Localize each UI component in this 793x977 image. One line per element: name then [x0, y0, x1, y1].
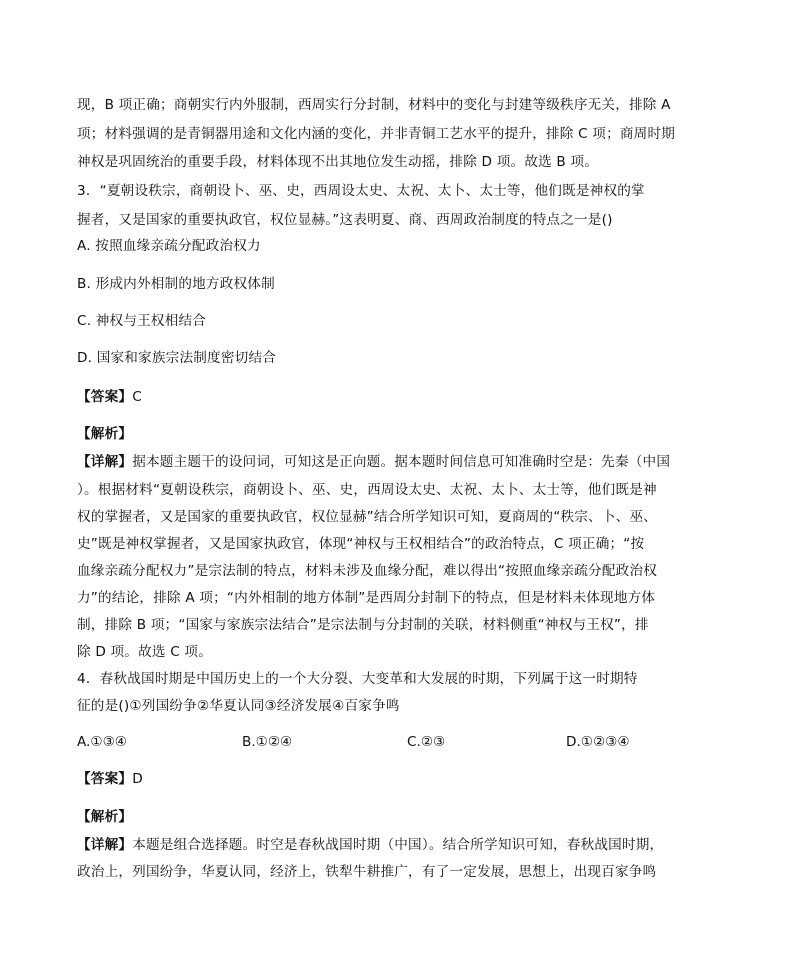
q3-detail-line-8: 除 D 项。故选 C 项。 [77, 644, 212, 660]
q4-stem-line-1: 4．春秋战国时期是中国历史上的一个大分裂、大变革和大发展的时期，下列属于这一时期特 [77, 671, 638, 687]
detail-label: 【详解】 [77, 837, 133, 853]
answer-label: 【答案】 [77, 771, 133, 787]
q3-detail-line-7: 制，排除 B 项；“国家与家族宗法结合”是宗法制与分封制的关联，材料侧重“神权与王权”，排 [77, 617, 649, 633]
q4-option-a: A.①③④ [77, 734, 127, 750]
q3-detail-line-4: 史”既是神权掌握者，又是国家执政官，体现“神权与王权相结合”的政治特点，C 项正确；“按 [77, 536, 645, 552]
q4-detail-line-1 [77, 836, 663, 854]
q3-detail-line-5: 血缘亲疏分配权力”是宗法制的特点，材料未涉及血缘分配，难以得出“按照血缘亲疏分配政治权 [77, 563, 658, 579]
answer-label: 【答案】 [77, 389, 133, 405]
q4-answer [77, 770, 143, 788]
q3-option-a: A. 按照血缘亲疏分配政治权力 [77, 238, 261, 254]
q3-stem-line-2: 握者，又是国家的重要执政官，权位显赫。”这表明夏、商、西周政治制度的特点之一是() [77, 212, 613, 228]
q4-stem-line-2: 征的是()①列国纷争②华夏认同③经济发展④百家争鸣 [77, 698, 400, 714]
q4-option-d: D.①②③④ [566, 734, 630, 750]
prev-analysis-line-1: 现，B 项正确；商朝实行内外服制，西周实行分封制，材料中的变化与封建等级秩序无关，排除 A [77, 97, 671, 113]
detail-text: 本题是组合选择题。时空是春秋战国时期（中国）。结合所学知识可知，春秋战国时期， [132, 837, 664, 853]
detail-label: 【详解】 [77, 454, 133, 470]
q3-detail-line-2: ）。根据材料“夏朝设秩宗，商朝设卜、巫、史，西周设太史、太祝、太卜、太士等，他们既是神 [77, 482, 657, 498]
q3-option-c: C. 神权与王权相结合 [77, 313, 207, 329]
detail-text: 据本题主题干的设问词，可知这是正向题。据本题时间信息可知准确时空是：先秦（中国 [132, 454, 671, 470]
q4-option-b: B.①②④ [242, 734, 293, 750]
q3-stem-line-1: 3．“夏朝设秩宗，商朝设卜、巫、史，西周设太史、太祝、太卜、太士等，他们既是神权的掌 [77, 183, 645, 199]
q4-detail-line-2: 政治上，列国纷争，华夏认同，经济上，铁犁牛耕推广，有了一定发展，思想上，出现百家争鸣 [77, 864, 657, 880]
prev-analysis-line-3: 神权是巩固统治的重要手段，材料体现不出其地位发生动摇，排除 D 项。故选 B 项。 [77, 154, 599, 170]
q3-detail-line-1 [77, 453, 670, 471]
q3-analysis-label: 【解析】 [77, 426, 133, 442]
q3-detail-line-3: 权的掌握者，又是国家的重要执政官，权位显赫”结合所学知识可知，夏商周的“秩宗、卜、巫、 [77, 509, 658, 525]
answer-value: D [132, 771, 143, 787]
q3-answer [77, 388, 142, 406]
q3-option-d: D. 国家和家族宗法制度密切结合 [77, 350, 277, 366]
q3-detail-line-6: 力”的结论，排除 A 项；“内外相制的地方体制”是西周分封制下的特点，但是材料未体现地方体 [77, 590, 656, 606]
q4-analysis-label: 【解析】 [77, 809, 133, 825]
q3-option-b: B. 形成内外相制的地方政权体制 [77, 276, 275, 292]
prev-analysis-line-2: 项；材料强调的是青铜器用途和文化内涵的变化，并非青铜工艺水平的提升，排除 C 项；商周时期 [77, 126, 676, 142]
q4-option-c: C.②③ [407, 734, 446, 750]
answer-value: C [132, 389, 142, 405]
